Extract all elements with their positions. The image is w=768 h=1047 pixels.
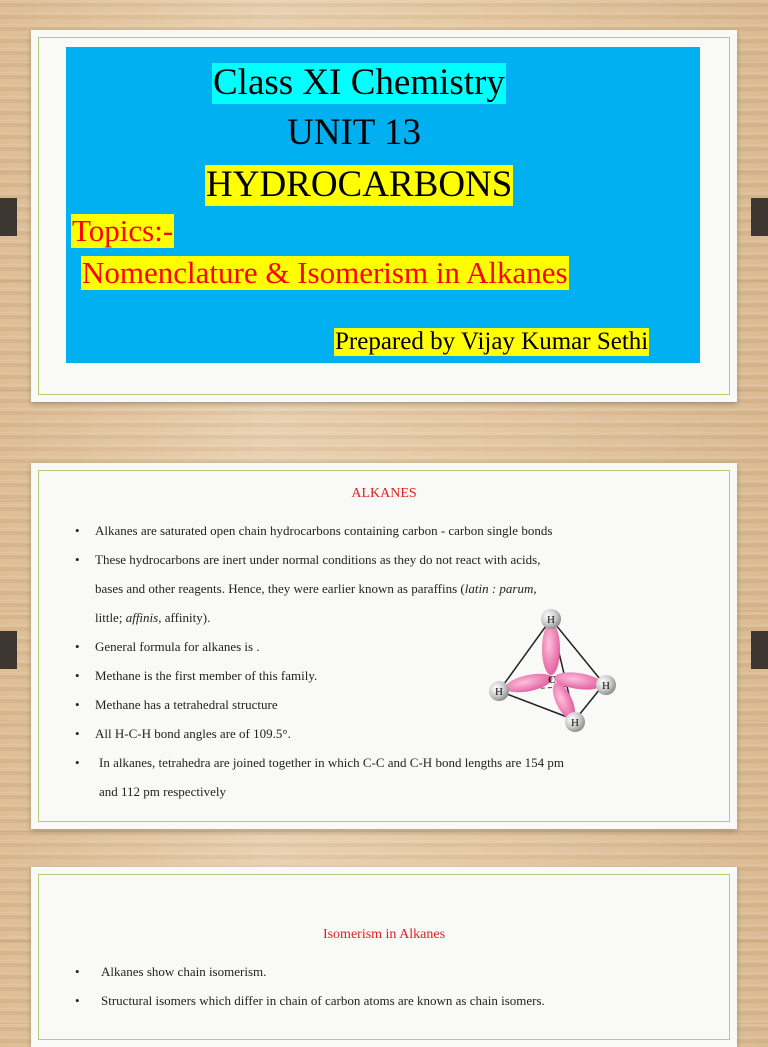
bullet-item: • Structural isomers which differ in chain of carbon atoms are known as chain isomers. [71, 992, 545, 1021]
left-tab-middle [0, 631, 17, 669]
bullet-item: • General formula for alkanes is . [71, 638, 564, 667]
title-panel [66, 47, 700, 363]
bullet-continuation: and 112 pm respectively [99, 784, 226, 799]
bullet-item: • Alkanes are saturated open chain hydrocarbons containing carbon - carbon single bonds [71, 522, 564, 551]
text-run: affinity). [161, 610, 211, 625]
hydrogen-label: H [571, 717, 579, 729]
latin-term: latin : parum, [464, 581, 537, 596]
bullet-item: • These hydrocarbons are inert under normal conditions as they do not react with acids, [71, 551, 564, 580]
slide-heading: Isomerism in Alkanes [322, 927, 446, 942]
right-tab-top [751, 198, 768, 236]
bullet-item: • Alkanes show chain isomerism. [71, 963, 545, 992]
bullet-item: • In alkanes, tetrahedra are joined together in which C-C and C-H bond lengths are 154 pm [71, 754, 564, 783]
text-run: little; [95, 610, 126, 625]
alkanes-slide[interactable] [31, 463, 737, 829]
left-tab-top [0, 198, 17, 236]
topic-title: Nomenclature & Isomerism in Alkanes [82, 255, 568, 290]
latin-term: affinis, [125, 610, 162, 625]
hydrogen-label: H [495, 686, 503, 698]
bullet-list [71, 963, 545, 1021]
hydrogen-label: H [547, 614, 555, 626]
bullet-item: • Methane has a tetrahedral structure [71, 696, 564, 725]
unit-number: UNIT 13 [287, 112, 421, 153]
text-run: bases and other reagents. Hence, they were earlier known as paraffins ( [95, 581, 465, 596]
orbital-lobes [504, 623, 603, 723]
hydrogen-label: H [602, 680, 610, 692]
bullet-item: • Methane is the first member of this family. [71, 667, 564, 696]
methane-tetrahedron-diagram [481, 605, 631, 740]
isomerism-slide[interactable] [31, 867, 737, 1047]
course-title: Class XI Chemistry [213, 62, 505, 103]
slide-heading: ALKANES [351, 486, 417, 501]
bullet-item: • All H-C-H bond angles are of 109.5°. [71, 725, 564, 754]
title-slide[interactable] [31, 30, 737, 402]
carbon-label: C [548, 674, 556, 686]
topics-label: Topics:- [72, 213, 174, 248]
author-credit: Prepared by Vijay Kumar Sethi [335, 328, 649, 355]
right-tab-middle [751, 631, 768, 669]
unit-name: HYDROCARBONS [206, 164, 513, 205]
